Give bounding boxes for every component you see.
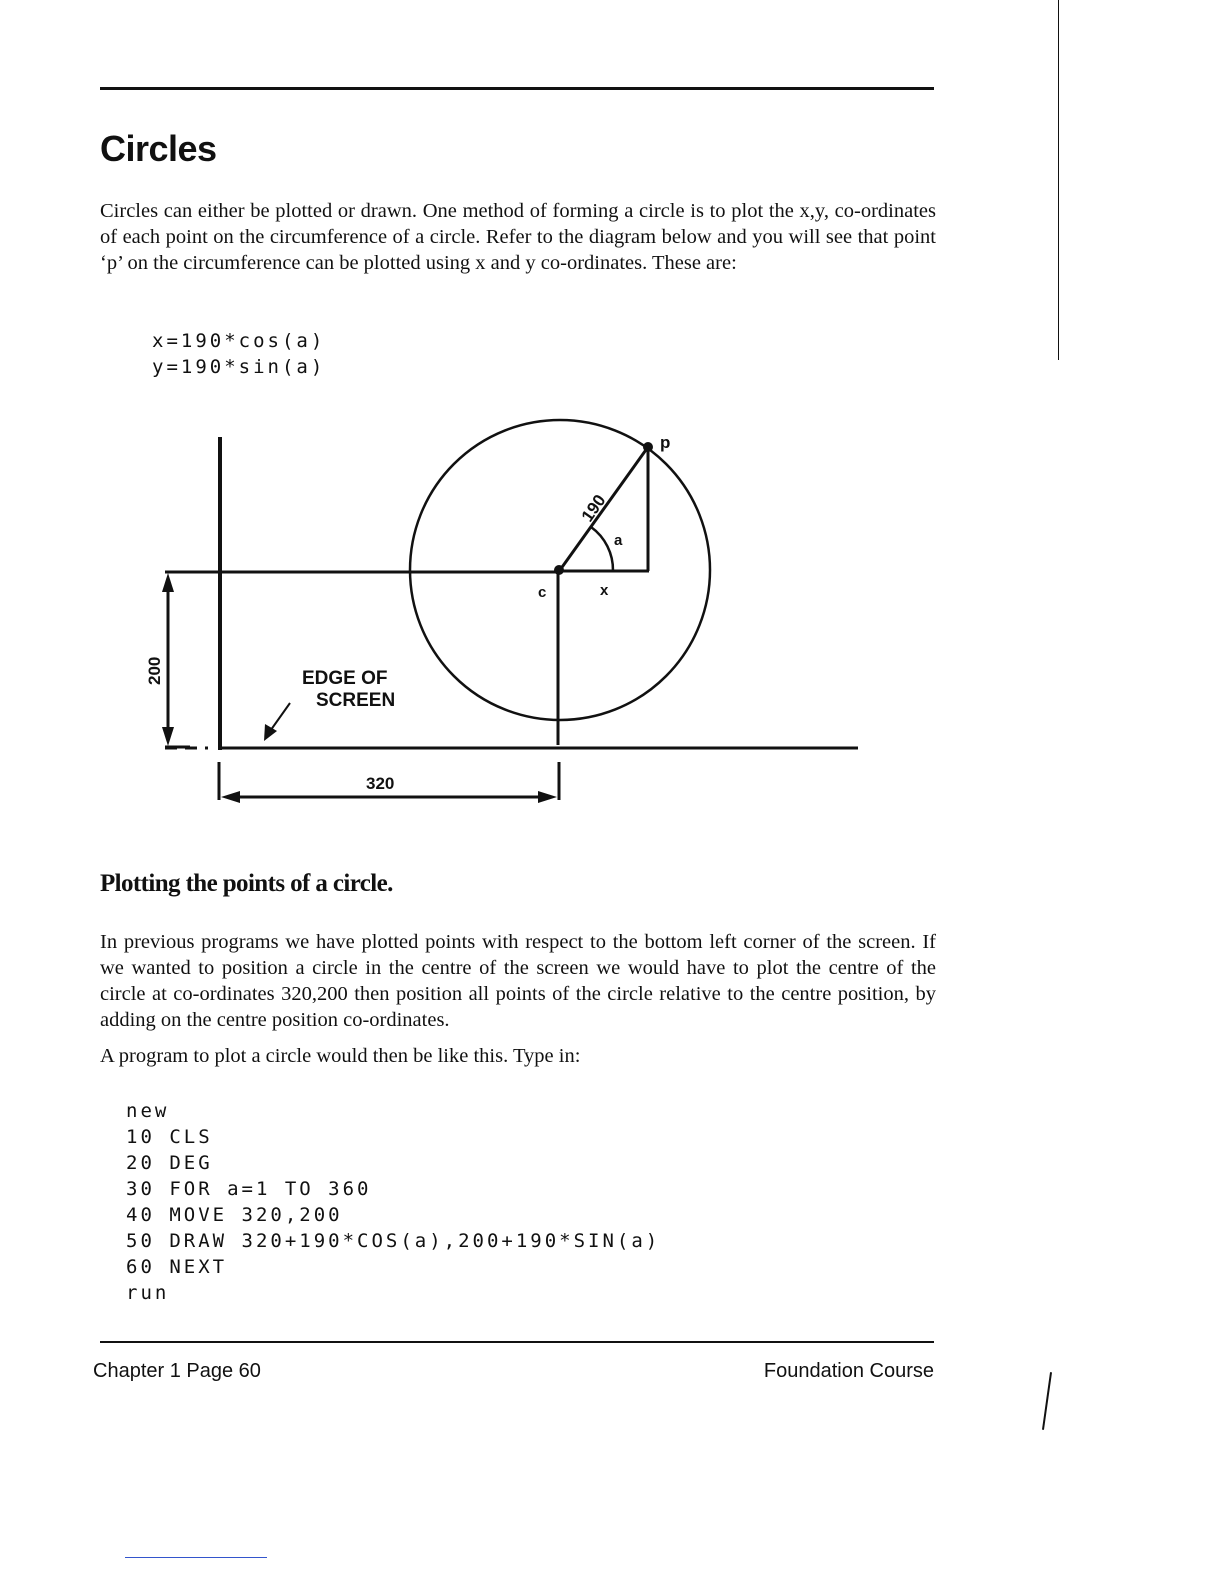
width-arrow-left xyxy=(221,791,240,803)
footer-course: Foundation Course xyxy=(763,1360,934,1382)
point-p xyxy=(643,442,653,452)
label-edge-line1: EDGE OF xyxy=(302,668,388,689)
page-title: Circles xyxy=(100,128,217,169)
formula-block: x=190*cos(a) y=190*sin(a) xyxy=(152,330,326,378)
section-subtitle: Plotting the points of a circle. xyxy=(100,870,393,897)
label-height: 200 xyxy=(145,656,164,685)
label-radius: 190 xyxy=(577,491,610,526)
label-p: p xyxy=(660,433,671,452)
label-a: a xyxy=(614,532,623,549)
label-edge-line2: SCREEN xyxy=(316,690,396,711)
bottom-rule xyxy=(100,1341,934,1343)
label-width: 320 xyxy=(366,774,395,793)
paragraph-3: A program to plot a circle would then be like this. Type in: xyxy=(100,1045,581,1067)
height-arrow-down xyxy=(162,727,174,746)
width-arrow-right xyxy=(538,791,557,803)
intro-paragraph: Circles can either be plotted or drawn. One method of forming a circle is to plot the x,y, co-ordinates of each point on the circumference of a circle. Refer to the diagram below and you will see that point ‘p’ on the circumference can be plotted using x and y co-ordinates. These are: xyxy=(100,200,936,274)
program-listing: new 10 CLS 20 DEG 30 FOR a=1 TO 360 40 MOVE 320,200 50 DRAW 320+190*COS(a),200+190*SIN(a) 60 NEXT run xyxy=(126,1100,661,1304)
label-c: c xyxy=(538,584,547,601)
centre-point xyxy=(554,565,564,575)
edge-pointer-head xyxy=(264,724,277,741)
angle-arc xyxy=(591,527,613,571)
footer-chapter-page: Chapter 1 Page 60 xyxy=(93,1360,261,1382)
height-arrow-up xyxy=(162,573,174,592)
scan-underline xyxy=(125,1557,267,1558)
scan-edge-line xyxy=(1058,0,1059,360)
paragraph-2: In previous programs we have plotted points with respect to the bottom left corner of the screen. If we wanted to position a circle in the centre of the screen we would have to plot the centre of the circle at co-ordinates 320,200 then position all points of the circle relative to the centre position, by adding on the centre position co-ordinates. xyxy=(100,931,936,1031)
label-x: x xyxy=(600,582,609,599)
